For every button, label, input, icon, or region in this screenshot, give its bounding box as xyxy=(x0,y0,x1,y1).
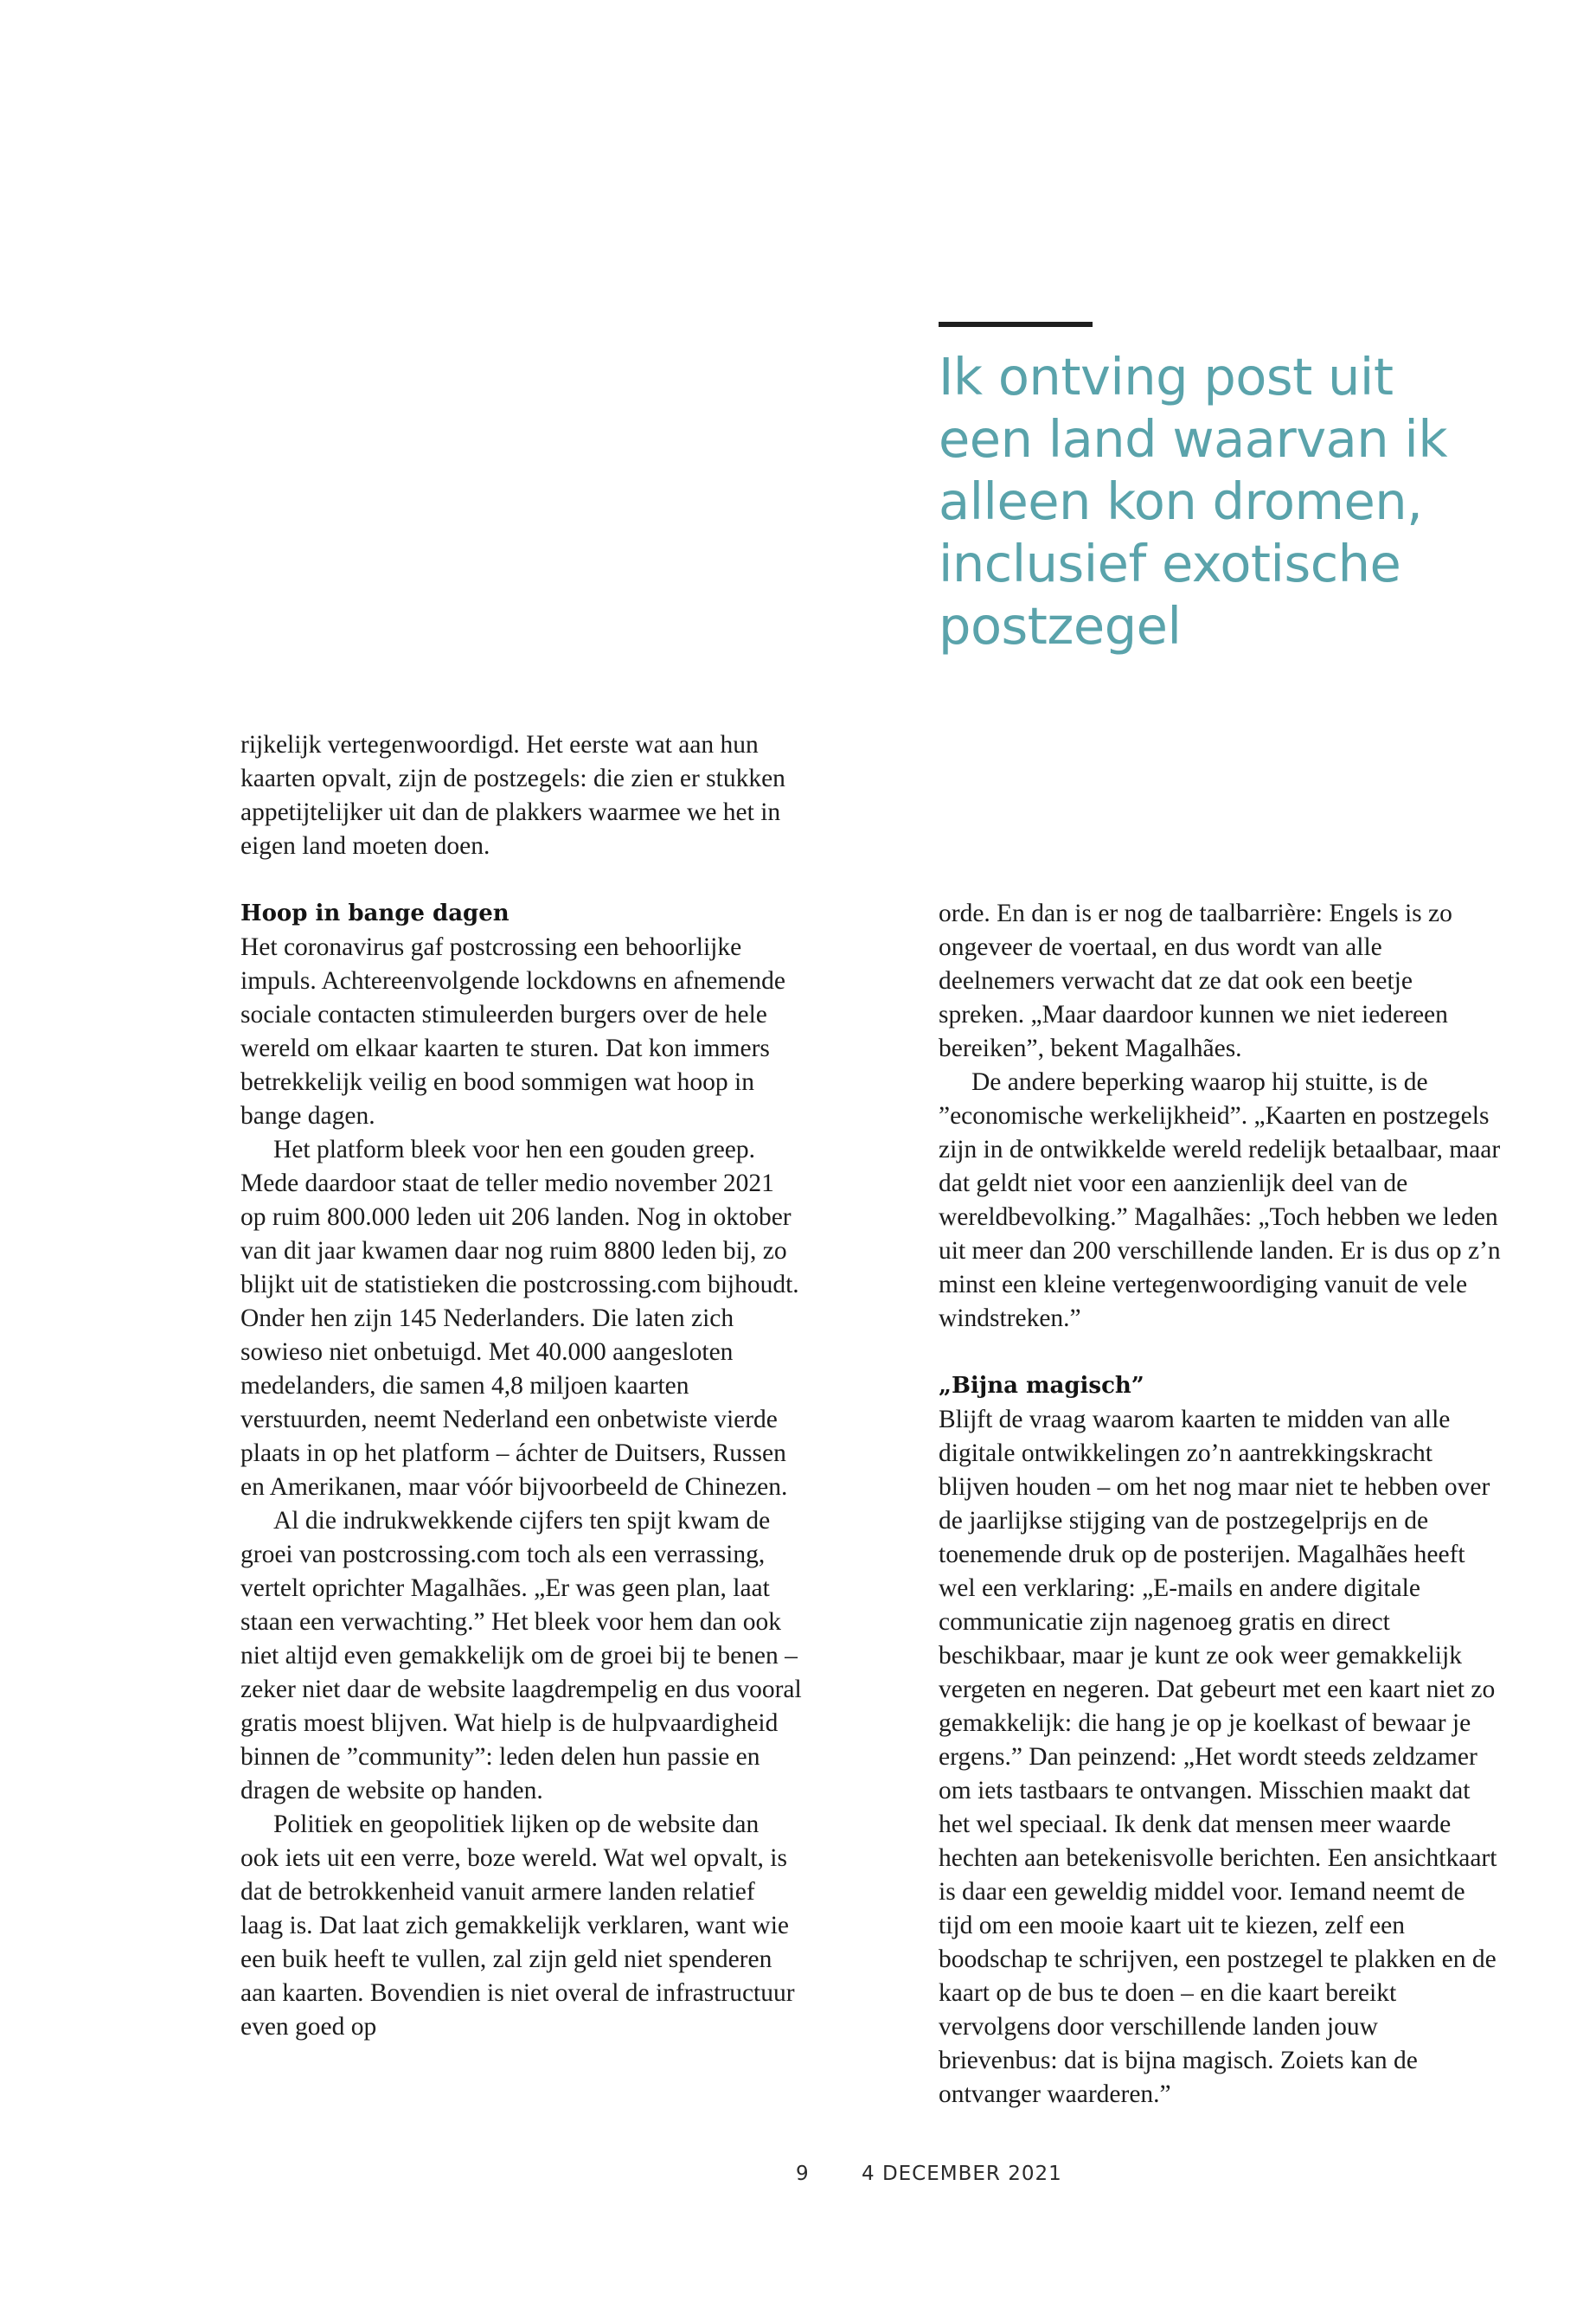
left-column-top xyxy=(240,728,803,863)
body-paragraph: Het platform bleek voor hen een gouden greep. Mede daardoor staat de teller medio november 2021 op ruim 800.000 leden uit 206 landen. Nog in oktober van dit jaar kwamen daar nog ruim 8800 leden bij, zo blijkt uit de statistieken die postcrossing.com bijhoudt. Onder hen zijn 145 Nederlanders. Die laten zich sowieso niet onbetuigd. Met 40.000 aangesloten medelanders, die samen 4,8 miljoen kaarten verstuurden, neemt Nederland een onbetwiste vierde plaats in op het platform – áchter de Duitsers, Russen en Amerikanen, maar vóór bijvoorbeeld de Chinezen. xyxy=(240,1136,799,1501)
right-column xyxy=(939,897,1501,2112)
body-paragraph: rijkelijk vertegenwoordigd. Het eerste wat aan hun kaarten opvalt, zijn de postzegels: die zien er stukken appetijtelijker uit dan de plakkers waarmee we het in eigen land moeten doen. xyxy=(240,731,785,860)
section-heading: Hoop in bange dagen xyxy=(240,901,510,926)
section-spacer xyxy=(939,1336,1501,1369)
section-heading: „Bijna magisch” xyxy=(939,1373,1144,1399)
body-paragraph: Blijft de vraag waarom kaarten te midden van alle digitale ontwikkelingen zo’n aantrekkingskracht blijven houden – om het nog maar niet te hebben over de jaarlijkse stijging van de postzegelprijs en de toenemende druk op de posterijen. Magalhães heeft wel een verklaring: „E-mails en andere digitale communicatie zijn nagenoeg gratis en direct beschikbaar, maar je kunt ze ook weer gemakkelijk vergeten en negeren. Dat gebeurt met een kaart niet zo gemakkelijk: die hang je op je koelkast of bewaar je ergens.” Dan peinzend: „Het wordt steeds zeldzamer om iets tastbaars te ontvangen. Misschien maakt dat het wel speciaal. Ik denk dat mensen meer waarde hechten aan betekenisvolle berichten. Een ansichtkaart is daar een geweldig middel voor. Iemand neemt de tijd om een mooie kaart uit te kiezen, zelf een boodschap te schrijven, een postzegel te plakken en de kaart op de bus te doen – en die kaart bereikt vervolgens door verschillende landen jouw brievenbus: dat is bijna magisch. Zoiets kan de ontvanger waarderen.” xyxy=(939,1406,1497,2108)
body-paragraph: orde. En dan is er nog de taalbarrière: Engels is zo ongeveer de voertaal, en dus wordt van alle deelnemers verwacht dat ze dat ook een beetje spreken. „Maar daardoor kunnen we niet iedereen bereiken”, bekent Magalhães. xyxy=(939,900,1452,1062)
page-number: 9 xyxy=(796,2163,810,2185)
body-paragraph: Politiek en geopolitiek lijken op de website dan ook iets uit een verre, boze wereld. Wat wel opvalt, is dat de betrokkenheid vanuit armere landen relatief laag is. Dat laat zich gemakkelijk verklaren, want wie een buik heeft te vullen, zal zijn geld niet spenderen aan kaarten. Bovendien is niet overal de infrastructuur even goed op xyxy=(240,1811,795,2041)
body-paragraph: Al die indrukwekkende cijfers ten spijt kwam de groei van postcrossing.com toch als een verrassing, vertelt oprichter Magalhães. „Er was geen plan, laat staan een verwachting.” Het bleek voor hem dan ook niet altijd even gemakkelijk om de groei bij te benen – zeker niet daar de website laagdrempelig en dus vooral gratis moest blijven. Wat hielp is de hulpvaardigheid binnen de ”community”: leden delen hun passie en dragen de website op handen. xyxy=(240,1507,802,1804)
left-column xyxy=(240,897,803,2044)
pull-quote: Ik ontving post uit een land waarvan ik alleen kon dromen, inclusief exotische postzegel xyxy=(939,347,1447,656)
body-paragraph: De andere beperking waarop hij stuitte, is de ”economische werkelijkheid”. „Kaarten en postzegels zijn in de ontwikkelde wereld redelijk betaalbaar, maar dat geldt niet voor een aanzienlijk deel van de wereldbevolking.” Magalhães: „Toch hebben we leden uit meer dan 200 verschillende landen. Er is dus op z’n minst een kleine vertegenwoordiging vanuit de vele windstreken.” xyxy=(939,1068,1501,1332)
pull-quote-rule xyxy=(939,322,1093,327)
body-paragraph: Het coronavirus gaf postcrossing een behoorlijke impuls. Achtereenvolgende lockdowns en afnemende sociale contacten stimuleerden burgers over de hele wereld om elkaar kaarten te sturen. Dat kon immers betrekkelijk veilig en bood sommigen wat hoop in bange dagen. xyxy=(240,933,785,1130)
issue-date: 4 DECEMBER 2021 xyxy=(862,2163,1062,2185)
